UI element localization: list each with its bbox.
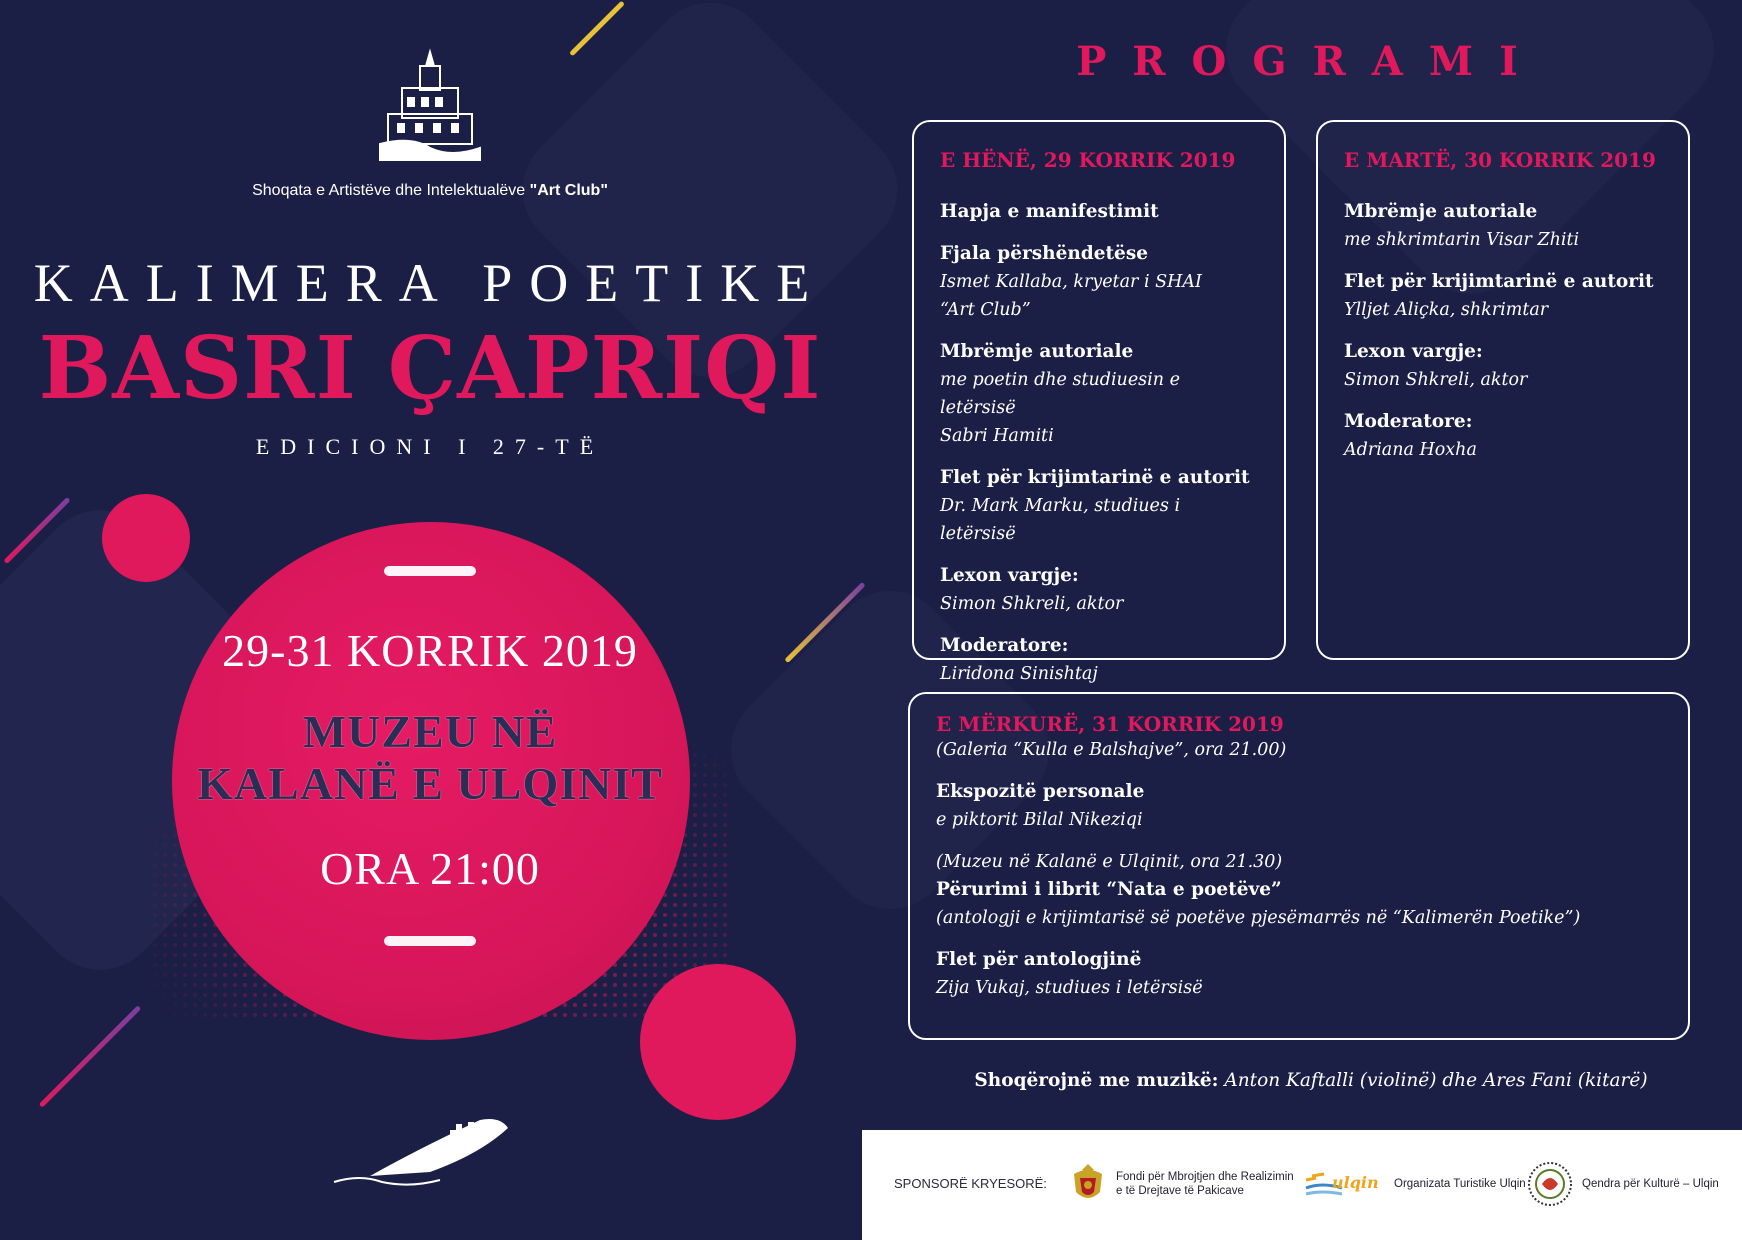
ulqin-tourism-logo-icon [1302,1162,1386,1206]
item-detail: Simon Shkreli, aktor [1344,370,1528,390]
sponsor-bar [862,1130,1742,1240]
item-detail: Simon Shkreli, aktor [940,594,1124,614]
tuesday-program-box [1316,120,1690,660]
program-heading: PROGRAMI [1076,38,1544,85]
sponsor-culture-center [1526,1154,1719,1214]
quill-castle-icon [330,1108,530,1188]
item-title: Fjala përshëndetëse [940,243,1149,264]
item-title: Mbrëmje autoriale [1344,201,1538,222]
item-detail: Liridona Sinishtaj [940,664,1098,684]
coat-of-arms-icon [1068,1162,1108,1206]
item-detail: (antologji e krijimtarisë së poetëve pjesëmarrës në “Kalimerën Poetike”) [936,908,1581,928]
item-title: Përurimi i librit “Nata e poetëve” [936,879,1282,900]
program-item [940,464,1260,548]
edition-label: EDICIONI I 27-TË [255,434,605,459]
item-detail: Dr. Mark Marku, studiues i letërsisë [940,496,1181,544]
ulqin-logo-text: ulqin [1332,1173,1379,1192]
program-item [936,946,1664,1002]
item-detail: Ismet Kallaba, kryetar i SHAI [940,272,1202,292]
item-title: Mbrëmje autoriale [940,341,1134,362]
brush-stroke [384,566,476,576]
item-title: Moderatore: [1344,411,1473,432]
program-item [936,848,1664,932]
sponsor-name: Qendra për Kulturë – Ulqin [1582,1178,1719,1190]
sponsor-name-line: e të Drejtave të Pakicave [1116,1185,1244,1197]
item-detail: e piktorit Bilal Nikeziqi [936,810,1143,830]
venue-line: MUZEU NË [302,706,558,757]
sponsor-tourist-organization [1302,1154,1526,1214]
item-detail: me poetin dhe studiuesin e letërsisë [940,370,1180,418]
honoree-name: BASRI ÇAPRIQI [38,318,822,419]
item-detail: “Art Club” [940,300,1031,320]
sponsor-label: SPONSORË KRYESORË: [894,1176,1047,1191]
music-label: Shoqërojnë me muzikë: [974,1070,1219,1091]
culture-center-seal-icon [1526,1160,1574,1208]
item-title: Flet për antologjinë [936,949,1142,970]
brush-stroke [384,936,476,946]
location-note: (Muzeu në Kalanë e Ulqinit, ora 21.30) [936,852,1283,872]
day-title: E MARTË, 30 KORRIK 2019 [1344,148,1656,172]
program-item [940,240,1260,324]
day-title: E HËNË, 29 KORRIK 2019 [940,148,1236,172]
program-item [940,338,1260,450]
program-item [1344,338,1664,394]
event-venue [0,706,860,810]
item-title: Moderatore: [940,635,1069,656]
program-item [1344,268,1664,324]
left-panel [0,0,860,1240]
item-title: Flet për krijimtarinë e autorit [1344,271,1654,292]
sponsor-minority-fund [1068,1154,1294,1214]
program-item [1344,408,1664,464]
item-detail: Adriana Hoxha [1344,440,1477,460]
event-date-range: 29-31 KORRIK 2019 [222,625,638,676]
item-detail: me shkrimtarin Visar Zhiti [1344,230,1580,250]
event-time: ORA 21:00 [320,843,540,894]
program-item [940,562,1260,618]
program-item [940,632,1260,688]
item-detail: Zija Vukaj, studiues i letërsisë [936,978,1203,998]
program-item [1344,198,1664,254]
sponsor-name [1116,1170,1294,1198]
item-title: Flet për krijimtarinë e autorit [940,467,1250,488]
music-performers: Anton Kaftalli (violinë) dhe Ares Fani (kitarë) [1218,1070,1648,1091]
item-title: Hapja e manifestimit [940,201,1159,222]
day-title: E MËRKURË, 31 KORRIK 2019 [936,712,1284,736]
music-credits [880,1070,1742,1091]
program-item [936,778,1664,834]
item-title: Lexon vargje: [1344,341,1483,362]
item-title: Ekspozitë personale [936,781,1145,802]
program-item [940,198,1260,226]
castle-logo-icon [372,48,488,168]
venue-line: KALANË E ULQINIT [197,758,663,809]
monday-program-box [912,120,1286,684]
decorative-circle [102,494,190,582]
wednesday-program-box [908,692,1690,1040]
item-title: Lexon vargje: [940,565,1079,586]
event-title: KALIMERA POETIKE [33,253,827,313]
item-detail: Ylljet Aliçka, shkrimtar [1344,300,1549,320]
sponsor-name: Organizata Turistike Ulqin [1394,1178,1526,1190]
organization-name: Shoqata e Artistëve dhe Intelektualëve "Art Club" [252,182,608,199]
location-note: (Galeria “Kulla e Balshajve”, ora 21.00) [936,740,1287,760]
sponsor-name-line: Fondi për Mbrojtjen dhe Realizimin [1116,1171,1294,1183]
item-detail: Sabri Hamiti [940,426,1054,446]
